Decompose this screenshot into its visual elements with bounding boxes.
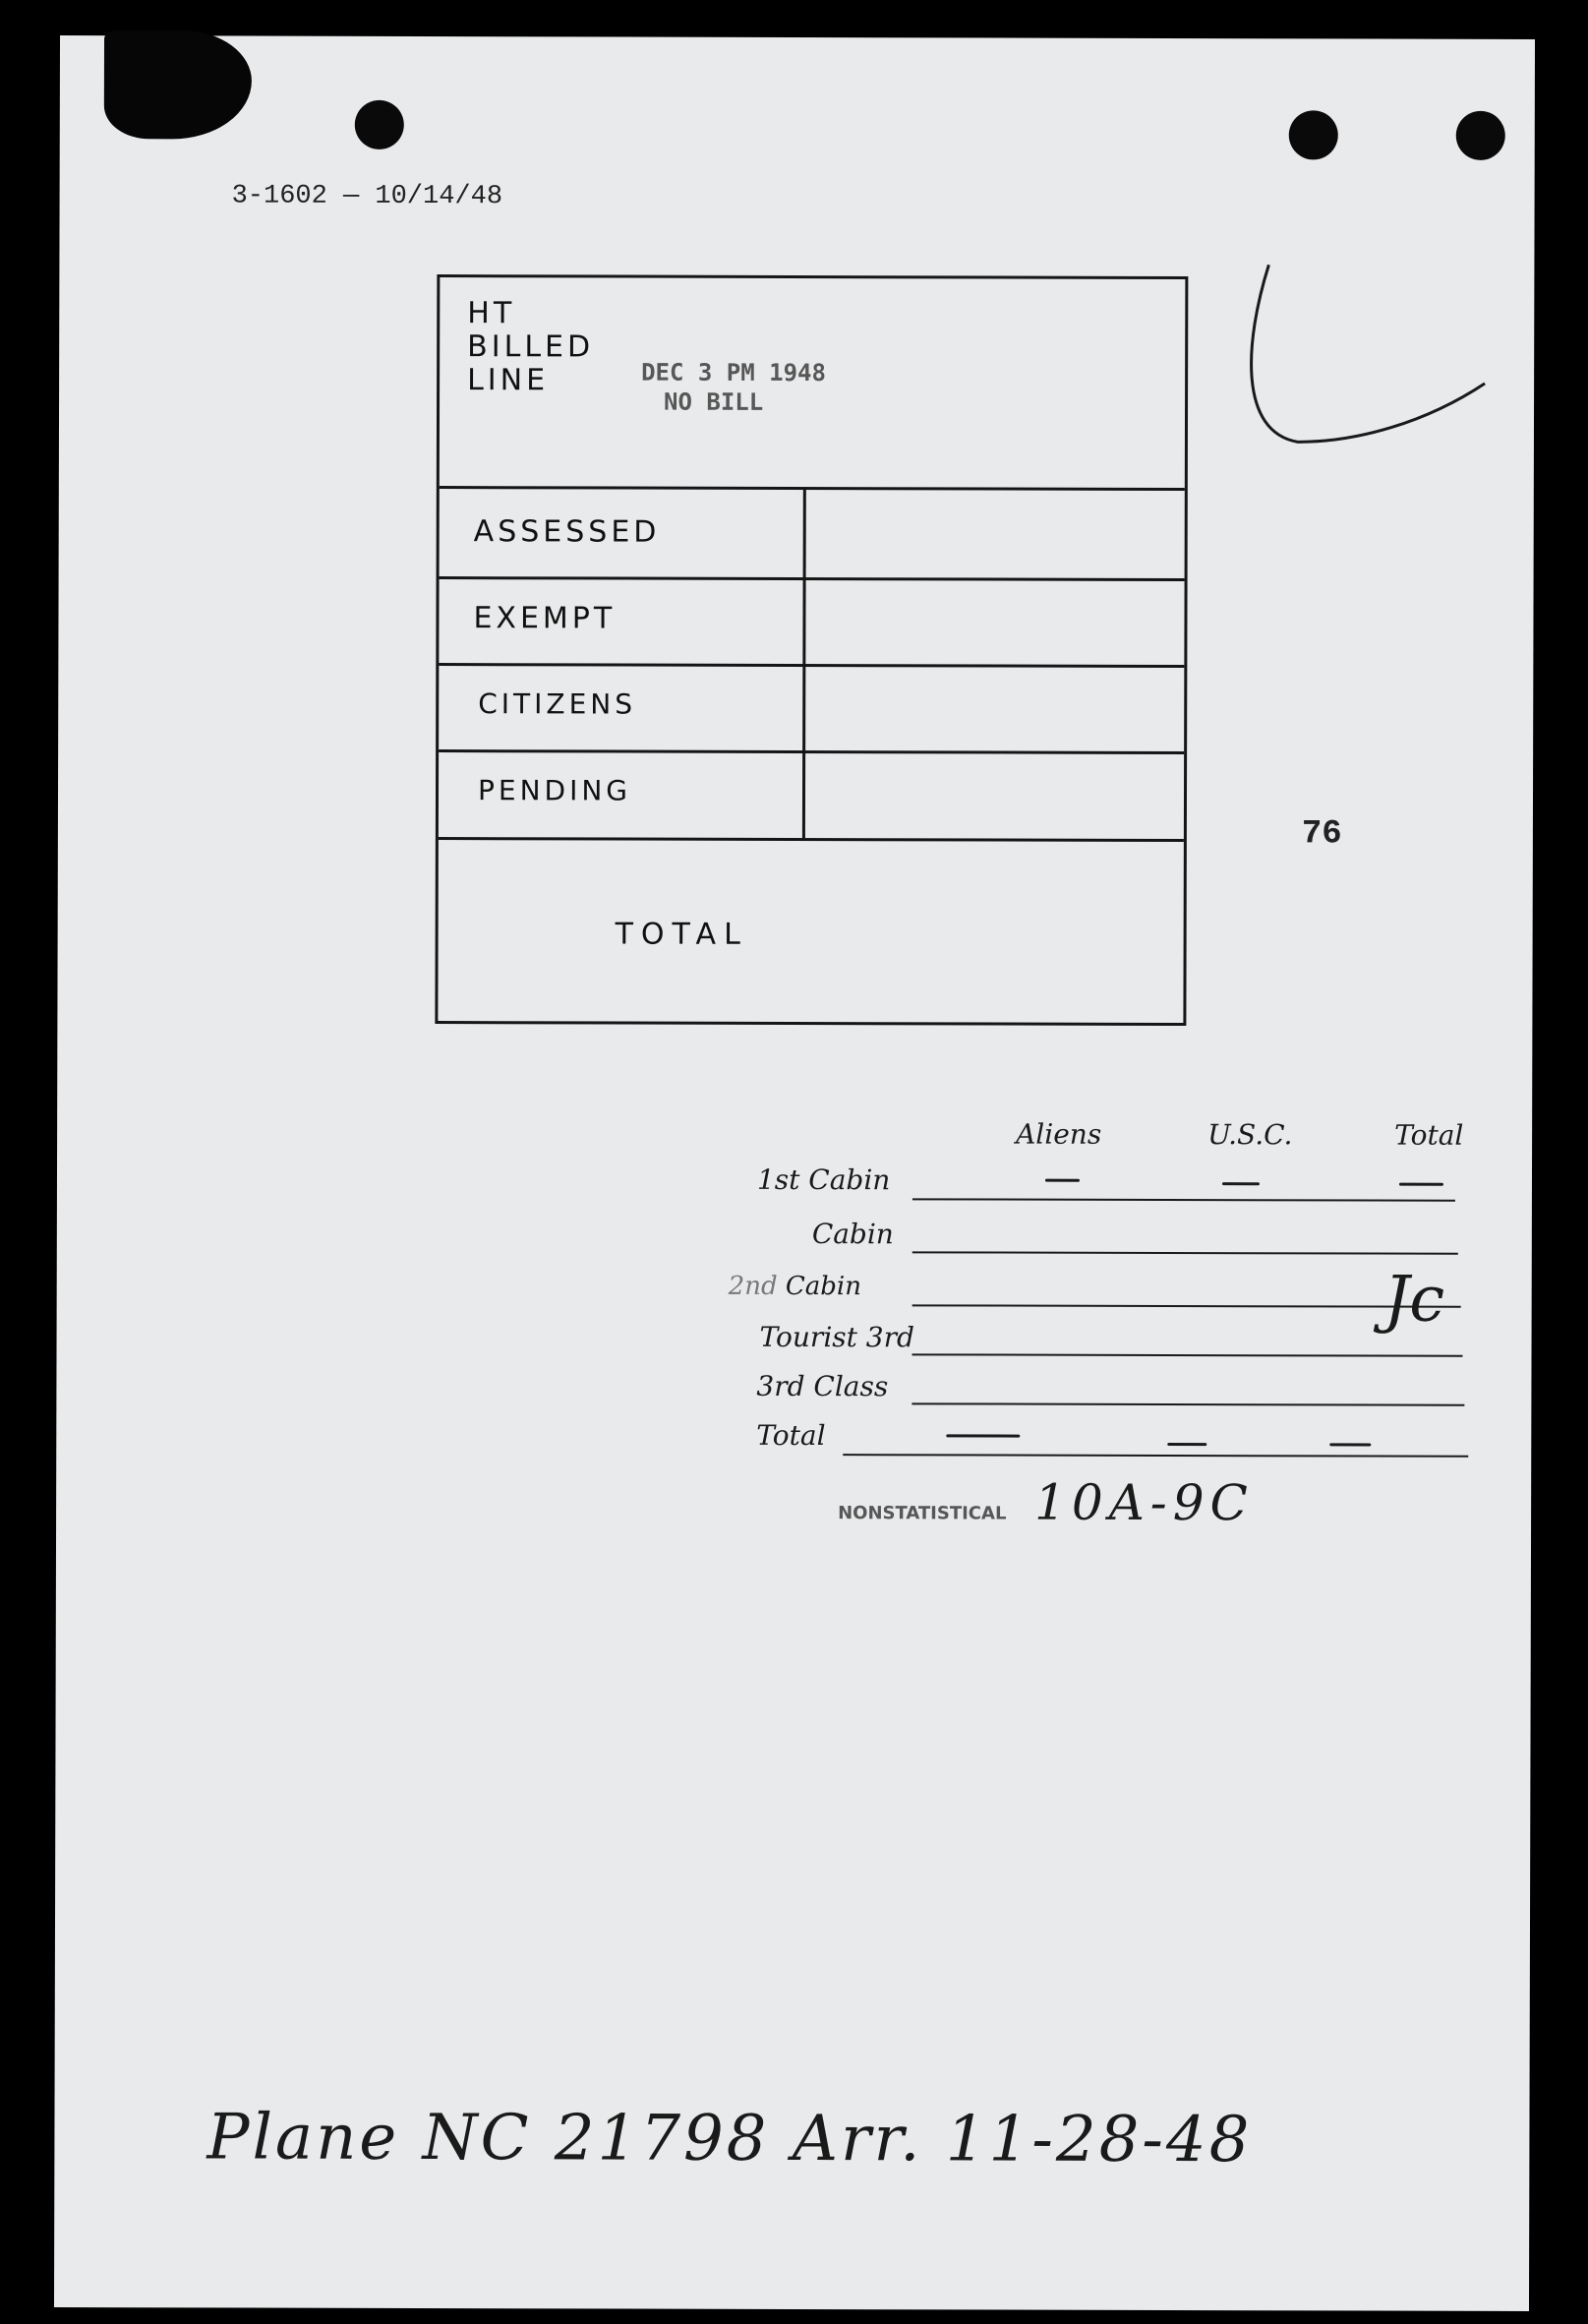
row-label: EXEMPT [473, 601, 617, 636]
row-rule [912, 1251, 1458, 1254]
row-label: PENDING [477, 774, 632, 807]
form-row-exempt [439, 579, 1184, 668]
torn-corner [104, 30, 252, 139]
row-first-cabin: 1st Cabin [756, 1162, 891, 1197]
column-header-aliens: Aliens [1016, 1117, 1102, 1151]
dash-mark [1399, 1183, 1443, 1186]
row-label: ASSESSED [473, 514, 661, 550]
punch-hole [355, 100, 404, 149]
header-line: HT [467, 296, 516, 331]
margin-number: 76 [1301, 815, 1342, 854]
row-second-cabin [729, 1272, 861, 1301]
punch-hole [1289, 110, 1338, 159]
class-code: 10A-9C [1034, 1473, 1254, 1532]
form-header [440, 277, 1186, 491]
dash-mark [1167, 1443, 1206, 1446]
check-mark-icon [1239, 235, 1515, 462]
form-row-pending [439, 752, 1184, 842]
row-rule [843, 1454, 1468, 1458]
dash-mark [946, 1434, 1020, 1437]
initials-mark: Jc [1383, 1263, 1445, 1337]
bottom-note: Plane NC 21798 Arr. 11-28-48 [206, 2101, 1253, 2177]
nonstatistical-stamp: NONSTATISTICAL [838, 1503, 1007, 1524]
header-line: BILLED [467, 329, 595, 365]
row-rule [912, 1304, 1461, 1307]
column-header-total: Total [1394, 1118, 1464, 1152]
date-stamp: DEC 3 PM 1948 [641, 358, 827, 387]
total-label: TOTAL [615, 917, 748, 952]
reference-number: 3-1602 — 10/14/48 [231, 181, 503, 212]
column-header-usc: U.S.C. [1207, 1118, 1293, 1152]
row-label: CITIZENS [478, 687, 637, 721]
form-row-citizens [439, 666, 1184, 754]
row-third-class: 3rd Class [756, 1369, 889, 1403]
row-label: Cabin [785, 1271, 862, 1302]
row-prefix: 2nd [728, 1271, 778, 1301]
header-line: LINE [467, 363, 550, 398]
no-bill-stamp: NO BILL [664, 387, 764, 416]
punch-hole [1456, 111, 1505, 160]
row-rule [912, 1198, 1455, 1201]
row-rule [912, 1353, 1463, 1356]
row-rule [912, 1402, 1464, 1405]
header-label [467, 297, 594, 397]
row-total: Total [756, 1418, 826, 1453]
row-cabin: Cabin [811, 1218, 894, 1251]
document-page [54, 35, 1535, 2311]
dash-mark [1222, 1182, 1260, 1185]
dash-mark [1329, 1443, 1371, 1446]
row-tourist-third: Tourist 3rd [759, 1320, 914, 1354]
dash-mark [1045, 1179, 1080, 1182]
tax-form-box [435, 274, 1188, 1026]
form-row-assessed [440, 489, 1185, 581]
